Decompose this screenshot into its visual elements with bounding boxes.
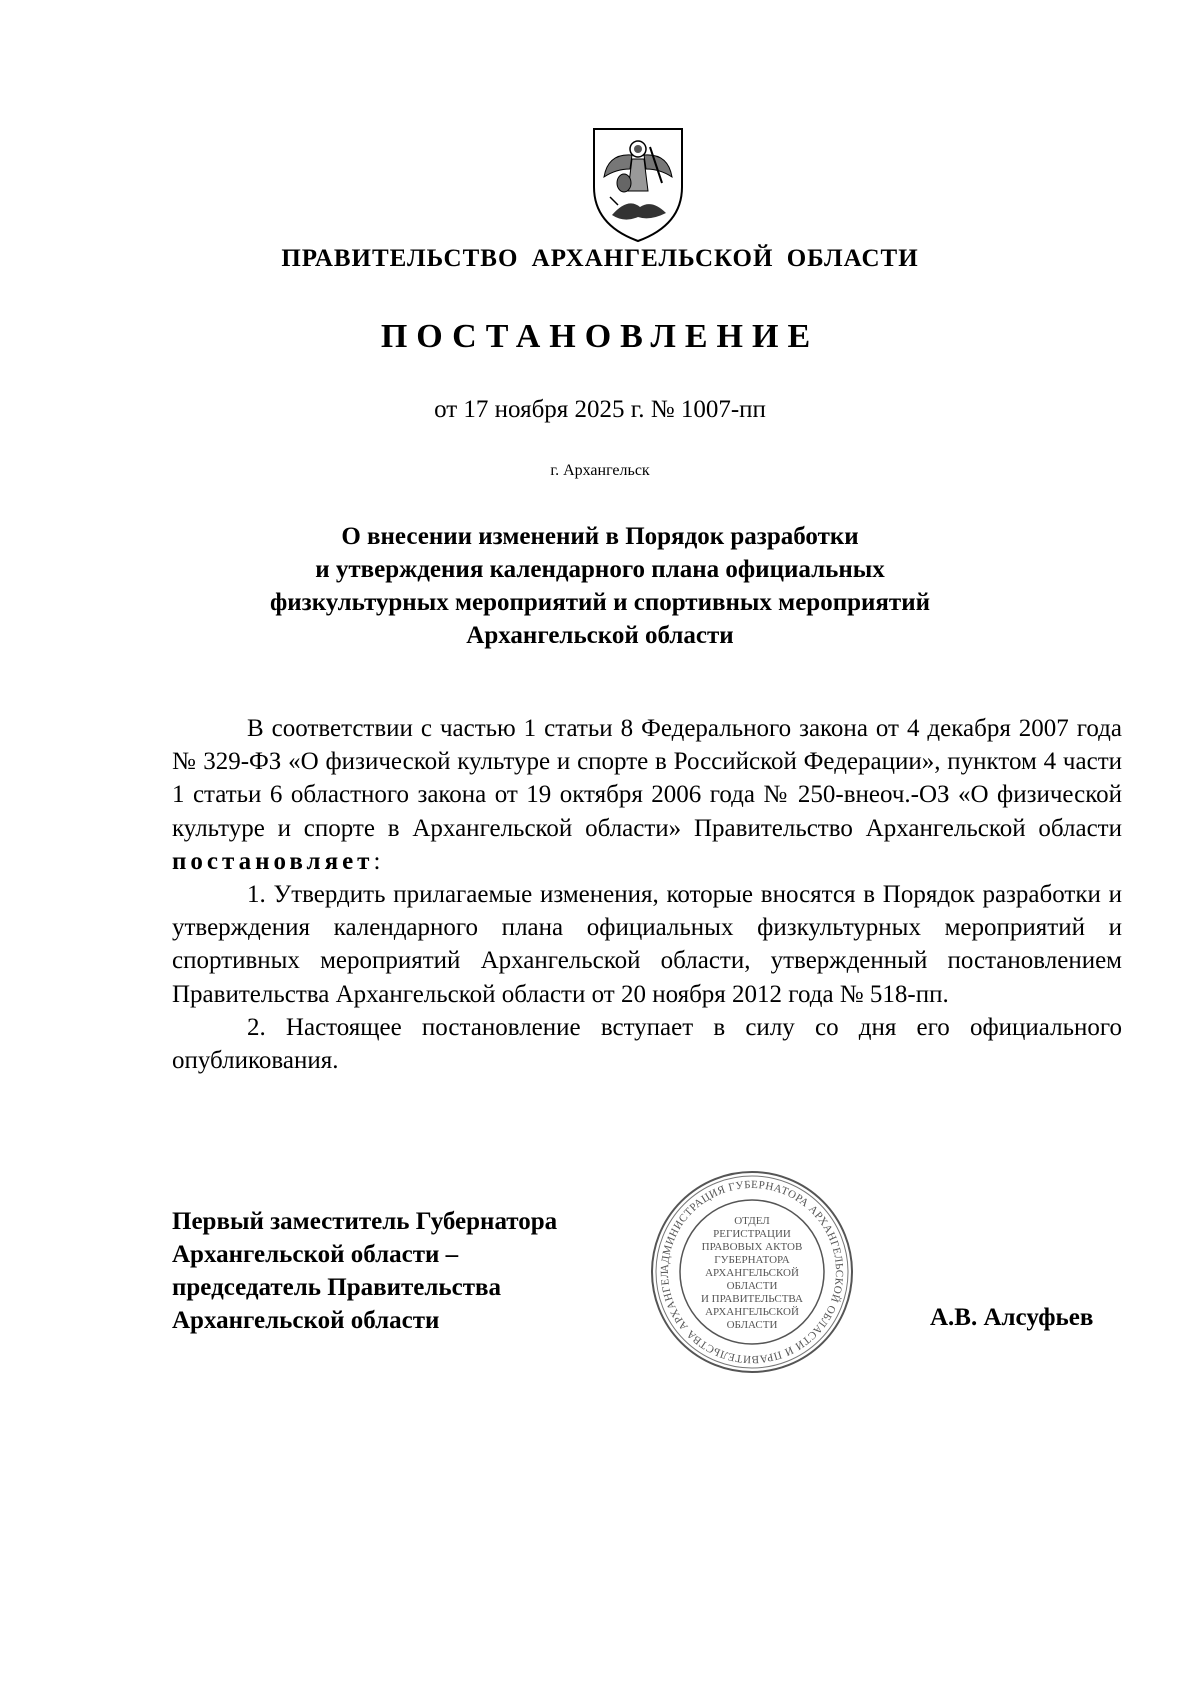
stamp-line: ОБЛАСТИ — [726, 1280, 778, 1292]
item-2-paragraph: 2. Настоящее постановление вступает в силу со дня его официального опубликования. — [172, 1013, 1122, 1075]
signer-position-line: Архангельской области – — [172, 1241, 459, 1268]
coat-of-arms-icon — [588, 125, 688, 245]
document-title — [0, 520, 1200, 652]
resolves-word: постановляет — [172, 847, 374, 875]
signer-position — [172, 1205, 557, 1337]
title-line: физкультурных мероприятий и спортивных мероприятий — [269, 589, 931, 616]
preamble-text: В соответствии с частью 1 статьи 8 Федерального закона от 4 декабря 2007 года № 329-ФЗ «О физической культуре и спорте в Российской Федерации», пунктом 4 части 1 статьи 6 областного закона от 19 октября 2006 года № 250-внеоч.-ОЗ «О физической культуре и спорте в Архангельской области» Правительство Архангельской области — [172, 715, 1122, 842]
stamp-outer-text: АДМИНИСТРАЦИЯ ГУБЕРНАТОРА АРХАНГЕЛЬСКОЙ ОБЛАСТИ И ПРАВИТЕЛЬСТВА АРХАНГЕЛ — [658, 1178, 846, 1366]
stamp-line: ОТДЕЛ — [734, 1215, 770, 1227]
stamp-line: И ПРАВИТЕЛЬСТВА — [700, 1293, 804, 1305]
signer-position-line: Первый заместитель Губернатора — [172, 1208, 558, 1235]
item-1-paragraph: 1. Утвердить прилагаемые изменения, которые вносятся в Порядок разработки и утверждения календарного плана официальных физкультурных мероприятий и спортивных мероприятий Архангельской области, утвержденный постановлением Правительства Архангельской области от 20 ноября 2012 года № 518-пп. — [172, 881, 1122, 1008]
stamp-line: ГУБЕРНАТОРА — [714, 1254, 790, 1266]
title-line: О внесении изменений в Порядок разработки — [341, 523, 859, 550]
document-type: ПОСТАНОВЛЕНИЕ — [380, 318, 820, 355]
city: г. Архангельск — [550, 462, 650, 479]
preamble-paragraph — [172, 712, 1122, 878]
stamp-line: ОБЛАСТИ — [726, 1319, 778, 1331]
signer-name: А.В. Алсуфьев — [930, 1304, 1094, 1331]
stamp-line: ПРАВОВЫХ АКТОВ — [701, 1241, 803, 1253]
document-body — [172, 712, 1122, 1077]
title-line: и утверждения календарного плана официальных — [315, 556, 885, 583]
organization-name: ПРАВИТЕЛЬСТВО АРХАНГЕЛЬСКОЙ ОБЛАСТИ — [281, 245, 919, 272]
stamp-line: АРХАНГЕЛЬСКОЙ — [705, 1306, 799, 1318]
stamp-line: АРХАНГЕЛЬСКОЙ — [705, 1267, 799, 1279]
title-line: Архангельской области — [466, 622, 734, 649]
official-stamp-icon — [648, 1168, 856, 1376]
signer-position-line: председатель Правительства — [172, 1274, 502, 1301]
stamp-line: РЕГИСТРАЦИИ — [713, 1228, 791, 1240]
date-and-number: от 17 ноября 2025 г. № 1007-пп — [434, 396, 766, 423]
signer-position-line: Архангельской области — [172, 1307, 440, 1334]
colon: : — [373, 847, 381, 875]
